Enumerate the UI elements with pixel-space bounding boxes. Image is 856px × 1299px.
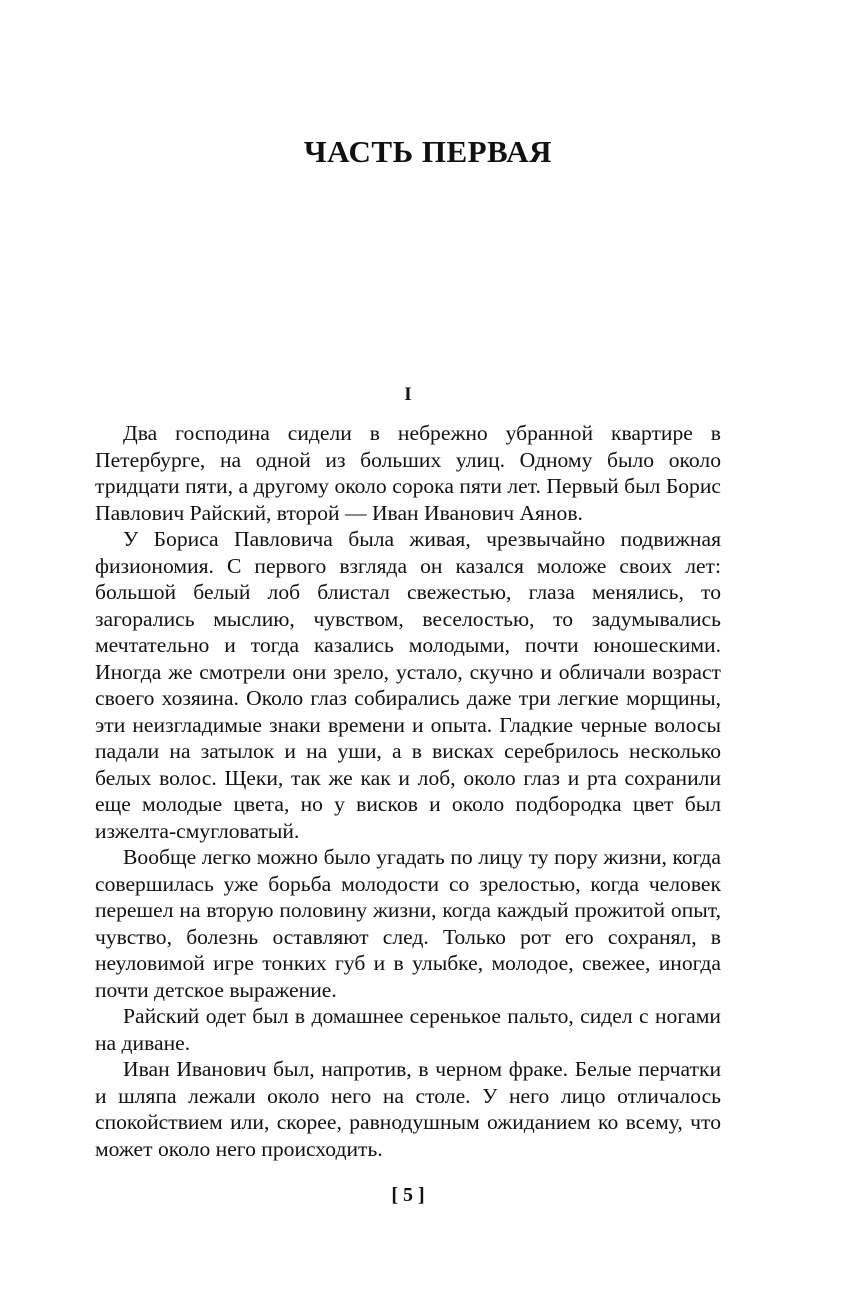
paragraph-2: У Бориса Павловича была живая, чрезвычайно подвижная физиономия. С первого взгляда он казался моложе своих лет: большой белый лоб блистал свежестью, глаза менялись, то загорались мыслию, чувством, веселостью, то задумывались мечтательно и тогда казались молодыми, почти юношескими. Иногда же смотрели они зрело, устало, скучно и обличали возраст своего хозяина. Около глаз собирались даже три легкие морщины, эти неизгладимые знаки времени и опыта. Гладкие черные волосы падали на затылок и на уши, а в висках серебрилось несколько белых волос. Щеки, так же как и лоб, около глаз и рта сохранили еще молодые цвета, но у висков и около подбородка цвет был изжелта-смугловатый. [95,527,721,843]
page-number: [ 5 ] [391,1184,425,1206]
chapter-text [95,420,721,1162]
paragraph-4: Райский одет был в домашнее серенькое пальто, сидел с ногами на диване. [95,1004,721,1055]
chapter-number: I [404,384,412,405]
paragraph-1: Два господина сидели в небрежно убранной квартире в Петербурге, на одной из больших улиц. Одному было около тридцати пяти, а другому около сорока пяти лет. Первый был Борис Павлович Райский, второй — Иван Иванович Аянов. [95,421,721,525]
paragraph-5: Иван Иванович был, напротив, в черном фраке. Белые перчатки и шляпа лежали около него на столе. У него лицо отличалось спокойствием или, скорее, равнодушным ожиданием ко всему, что может около него происходить. [95,1057,721,1161]
part-title: ЧАСТЬ ПЕРВАЯ [303,134,553,169]
paragraph-3: Вообще легко можно было угадать по лицу ту пору жизни, когда совершилась уже борьба молодости со зрелостью, когда человек перешел на вторую половину жизни, когда каждый прожитой опыт, чувство, болезнь оставляют след. Только рот его сохранял, в неуловимой игре тонких губ и в улыбке, молодое, свежее, иногда почти детское выражение. [95,845,721,1002]
